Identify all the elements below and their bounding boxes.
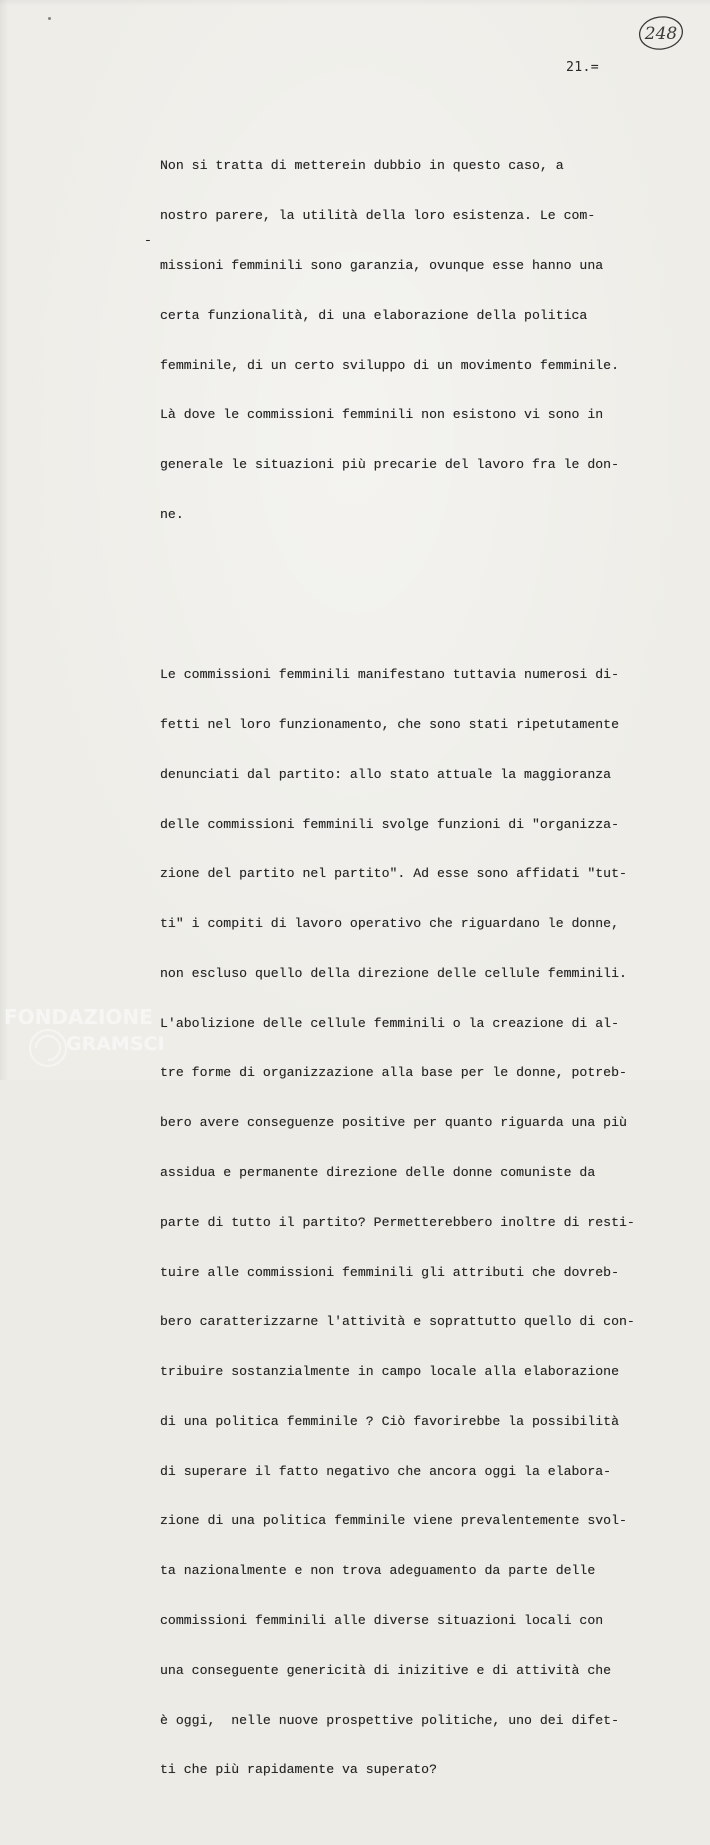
text-line: fetti nel loro funzionamento, che sono stati ripetutamente [160, 716, 619, 732]
watermark-line-1: FONDAZIONE [4, 1005, 153, 1029]
text-line: parte di tutto il partito? Permetterebbero inoltre di resti- [160, 1214, 635, 1230]
text-line: certa funzionalità, di una elaborazione della politica [160, 307, 588, 323]
paragraph-1 [160, 125, 680, 556]
text-line: tuire alle commissioni femminili gli attributi che dovreb- [160, 1264, 619, 1280]
text-line: è oggi, nelle nuove prospettive politiche, uno dei difet- [160, 1712, 619, 1728]
text-line: Là dove le commissioni femminili non esistono vi sono in [160, 407, 604, 423]
text-line: denunciati dal partito: allo stato attuale la maggioranza [160, 766, 612, 782]
text-line: nostro parere, la utilità della loro esistenza. Le com- [160, 208, 596, 224]
watermark-line-2: GRAMSCI [66, 1033, 165, 1055]
paragraph-bullet: - [144, 233, 152, 248]
text-line: generale le situazioni più precarie del lavoro fra le don- [160, 457, 619, 473]
text-line: delle commissioni femminili svolge funzioni di "organizza- [160, 816, 619, 832]
text-line: commissioni femminili alle diverse situazioni locali con [160, 1613, 604, 1629]
text-line: ti che più rapidamente va superato? [160, 1762, 437, 1778]
text-line: tre forme di organizzazione alla base per le donne, potreb- [160, 1065, 627, 1081]
archive-page-stamp [637, 14, 685, 52]
paragraph-2 [160, 634, 680, 1812]
text-line: di una politica femminile ? Ciò favorirebbe la possibilità [160, 1413, 619, 1429]
text-line: ne. [160, 506, 184, 522]
text-line: bero caratterizzarne l'attività e soprattutto quello di con- [160, 1314, 635, 1330]
paragraph-spacer [160, 590, 680, 601]
text-line: ta nazionalmente e non trova adeguamento da parte delle [160, 1563, 596, 1579]
text-line: bero avere conseguenze positive per quanto riguarda una più [160, 1115, 627, 1131]
text-line: missioni femminili sono garanzia, ovunque esse hanno una [160, 257, 604, 273]
text-line: zione di una politica femminile viene prevalentemente svol- [160, 1513, 627, 1529]
body-text [160, 92, 680, 1845]
text-line: femminile, di un certo sviluppo di un movimento femminile. [160, 357, 619, 373]
text-line: tribuire sostanzialmente in campo locale alla elaborazione [160, 1364, 619, 1380]
text-line: non escluso quello della direzione delle cellule femminili. [160, 965, 627, 981]
archive-stamp-number: 248 [644, 24, 678, 44]
text-line: una conseguente genericità di inizitive e di attività che [160, 1662, 612, 1678]
text-line: Non si tratta di metterein dubbio in questo caso, a [160, 158, 564, 174]
page-number: 21.= [566, 60, 599, 75]
paper-speck [48, 17, 51, 20]
text-line: L'abolizione delle cellule femminili o la creazione di al- [160, 1015, 619, 1031]
text-line: Le commissioni femminili manifestano tuttavia numerosi di- [160, 667, 619, 683]
text-line: zione del partito nel partito". Ad esse sono affidati "tut- [160, 866, 627, 882]
text-line: assidua e permanente direzione delle donne comuniste da [160, 1165, 596, 1180]
text-line: di superare il fatto negativo che ancora oggi la elabora- [160, 1463, 612, 1479]
fondazione-gramsci-watermark [0, 1002, 180, 1078]
text-line: ti" i compiti di lavoro operativo che riguardano le donne, [160, 916, 619, 932]
